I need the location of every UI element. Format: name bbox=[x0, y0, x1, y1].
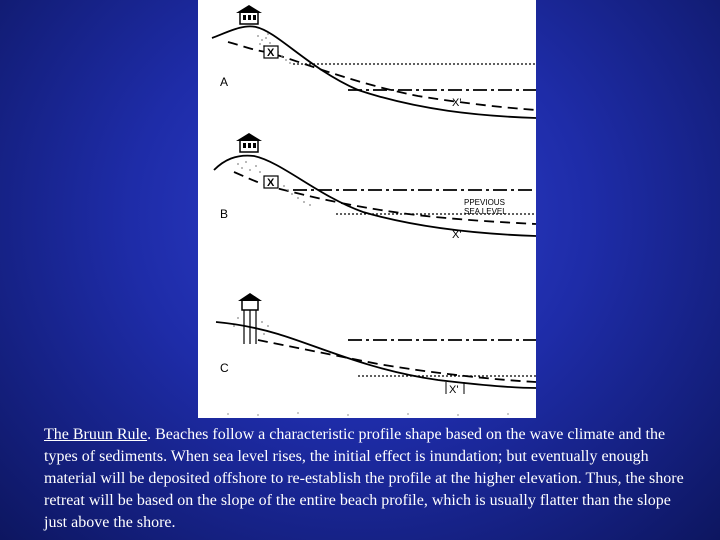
panel-letter-b: B bbox=[220, 207, 229, 221]
marker-x-b: X bbox=[267, 177, 275, 189]
marker-x-prime-c: X' bbox=[449, 384, 459, 396]
sediment-c bbox=[233, 317, 269, 335]
panel-c bbox=[216, 293, 536, 396]
original-profile-a bbox=[212, 26, 536, 118]
caption-body: . Beaches follow a characteristic profile shape based on the wave climate and the types of sediments. When sea level rises, the initial effect is inundation; but eventually enough material will be deposited offshore to re-establish the profile at the higher elevation. Thus, the shore retreat will be based on the slope of the entire beach profile, which is usually flatter than the slope just above the shore. bbox=[44, 426, 684, 531]
caption-title: The Bruun Rule bbox=[44, 426, 148, 443]
marker-x-a: X bbox=[267, 47, 275, 59]
house-icon bbox=[238, 293, 262, 344]
previous-sea-level-label-1: PPEVIOUS bbox=[464, 198, 505, 207]
panel-a bbox=[212, 5, 536, 118]
marker-x-prime-b: X' bbox=[452, 229, 462, 241]
marker-x-prime-a: X' bbox=[452, 97, 462, 109]
panel-letter-c: C bbox=[220, 361, 229, 375]
bruun-rule-diagram bbox=[198, 0, 536, 418]
previous-sea-level-label-2: SEA LEVEL bbox=[464, 207, 507, 216]
panel-b bbox=[214, 133, 536, 241]
house-icon bbox=[236, 5, 262, 24]
original-profile-b bbox=[214, 156, 536, 236]
panel-letter-a: A bbox=[220, 75, 229, 89]
caption bbox=[44, 424, 694, 534]
house-icon bbox=[236, 133, 262, 152]
scan-noise bbox=[227, 412, 509, 416]
